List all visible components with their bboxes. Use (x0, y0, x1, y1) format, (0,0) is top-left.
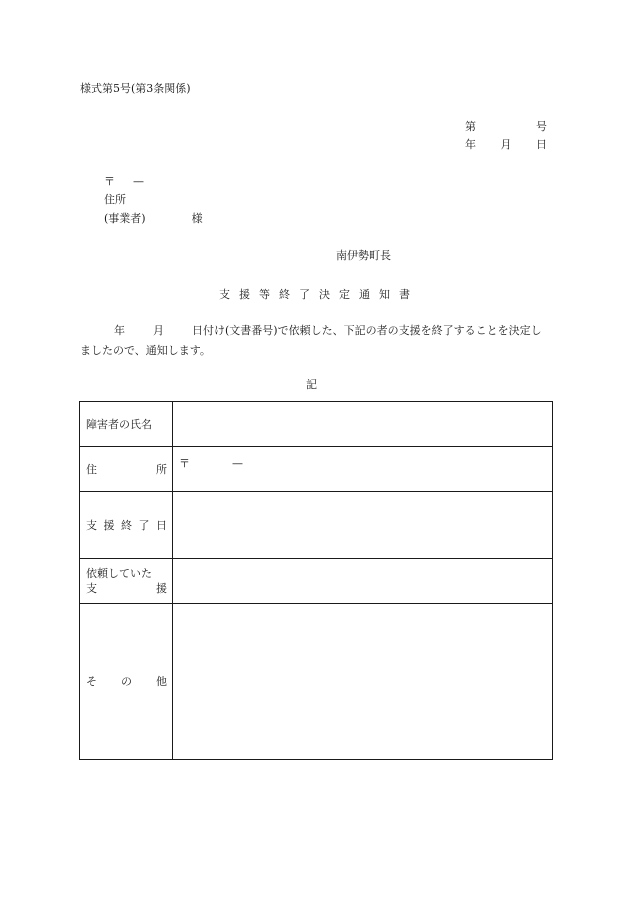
title-char: 援 (239, 288, 250, 301)
document-number (465, 120, 547, 134)
other-label-char: そ (86, 675, 97, 688)
table-row (80, 559, 553, 604)
address-label-char: 所 (156, 462, 167, 476)
title-char: 通 (359, 288, 370, 301)
document-title (219, 288, 410, 302)
end-date-label-char: 支 (86, 518, 97, 532)
honorific: 様 (191, 212, 203, 225)
address-value (173, 447, 553, 492)
addressee-postal-code (104, 175, 144, 189)
table-row (80, 604, 553, 760)
title-char: 支 (219, 288, 230, 301)
business-label: (事業者) (104, 212, 146, 225)
end-date-label-char: 援 (103, 518, 115, 532)
name-label: 障害者の氏名 (80, 402, 173, 447)
address-label (80, 447, 173, 492)
requested-support-line2 (86, 581, 167, 596)
end-date-value (173, 492, 553, 559)
requested-support-line1: 依頼していた (86, 567, 152, 580)
form-number: 様式第5号(第3条関係) (80, 82, 191, 95)
addressee-business (104, 212, 203, 226)
end-date-label-char: 了 (138, 518, 150, 532)
end-date-label-char: 日 (156, 518, 167, 532)
title-char: 了 (299, 288, 310, 301)
address-postal-dash: — (232, 457, 243, 470)
title-char: 終 (279, 288, 290, 301)
document-number-prefix: 第 (465, 120, 476, 133)
requested-support-value (173, 559, 553, 604)
table-row (80, 492, 553, 559)
other-label-char: の (121, 675, 132, 688)
title-char: 等 (259, 288, 270, 301)
name-value (173, 402, 553, 447)
title-char: 書 (399, 288, 410, 301)
body-month: 月 (153, 324, 164, 337)
postal-dash: — (133, 175, 144, 188)
issuer-name: 南伊勢町長 (336, 249, 391, 262)
other-label (80, 604, 173, 760)
other-value (173, 604, 553, 760)
other-label-char: 他 (156, 675, 167, 688)
requested-support-char: 支 (86, 582, 97, 595)
document-number-suffix: 号 (536, 120, 547, 133)
date-year: 年 (465, 138, 476, 151)
date-month: 月 (500, 138, 512, 151)
addressee-address-label: 住所 (104, 193, 126, 206)
body-rest: 日付け(文書番号)で依頼した、下記の者の支援を終了することを決定しましたので、通知します。 (80, 324, 542, 357)
postal-mark: 〒 (104, 175, 115, 188)
end-date-label (80, 492, 173, 559)
title-char: 知 (379, 288, 390, 301)
details-table (79, 401, 553, 760)
ki-heading: 記 (306, 378, 317, 391)
body-paragraph (80, 321, 548, 361)
title-char: 決 (319, 288, 330, 301)
end-date-label-char: 終 (121, 518, 132, 532)
address-label-char: 住 (86, 462, 97, 476)
address-postal-mark: 〒 (179, 457, 190, 470)
requested-support-label (80, 559, 173, 604)
requested-support-char: 援 (156, 582, 167, 595)
body-year: 年 (114, 324, 125, 337)
document-date (465, 138, 547, 152)
date-day: 日 (536, 138, 547, 151)
title-char: 定 (339, 288, 350, 301)
table-row (80, 447, 553, 492)
table-row (80, 402, 553, 447)
